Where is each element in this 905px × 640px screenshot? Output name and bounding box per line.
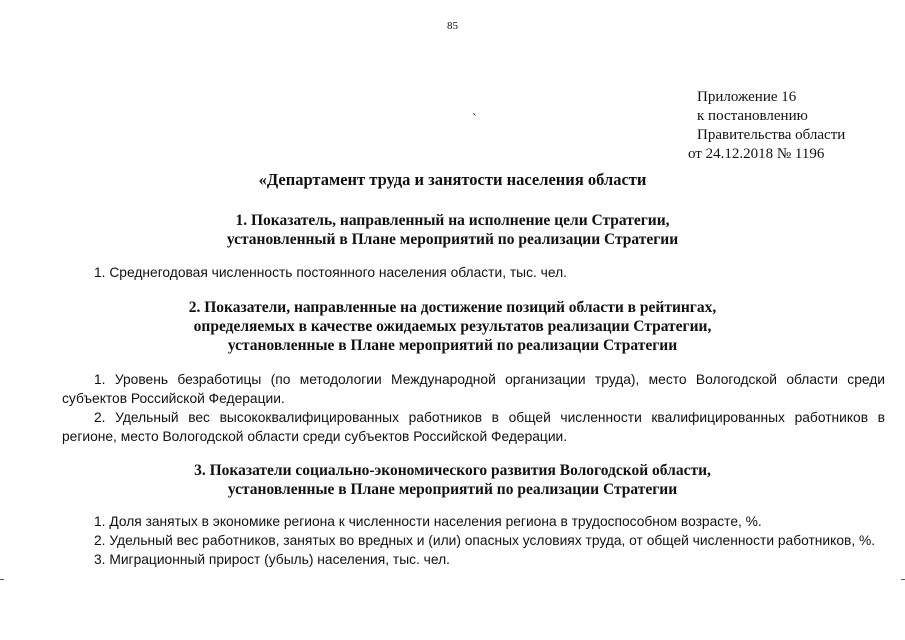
appendix-line-2: к постановлению [697,108,808,124]
section-1-items [62,263,885,282]
section-3-item-3: 3. Миграционный прирост (убыль) населения, тыс. чел. [94,552,450,567]
section-1-item-1: 1. Среднегодовая численность постоянного населения области, тыс. чел. [94,265,567,280]
section-2-heading [0,298,905,355]
appendix-line-1: Приложение 16 [697,89,797,105]
section-3-heading-line-2: установленные в Плане мероприятий по реализации Стратегии [227,481,678,498]
section-3-heading-line-1: 3. Показатели социально-экономического развития Вологодской области, [194,462,711,479]
appendix-block [688,88,845,164]
section-3-item-1: 1. Доля занятых в экономике региона к численности населения региона в трудоспособном возрасте, %. [94,514,762,529]
section-1-heading [0,211,905,249]
section-1-heading-line-2: установленный в Плане мероприятий по реализации Стратегии [226,231,679,248]
section-1-heading-line-1: 1. Показатель, направленный на исполнение цели Стратегии, [235,212,670,229]
section-3-items [62,512,885,569]
section-3-heading [0,461,905,499]
page-number: 85 [447,20,458,32]
stray-mark: ˴ [472,106,477,121]
appendix-line-4: от 24.12.2018 № 1196 [688,146,825,162]
section-2-item-1: 1. Уровень безработицы (по методологии Международной организации труда), место Вологодской области среди субъектов Российской Федерации. [62,372,885,406]
section-2-heading-line-3: установленные в Плане мероприятий по реализации Стратегии [227,337,678,354]
section-2-item-2: 2. Удельный вес высококвалифицированных работников в общей численности квалифицированных работников в регионе, место Вологодской области среди субъектов Российской Федерации. [62,410,885,444]
section-3-item-2: 2. Удельный вес работников, занятых во вредных и (или) опасных условиях труда, от общей численности работников, %. [94,533,876,548]
appendix-line-3: Правительства области [697,127,846,143]
section-2-items [62,370,885,446]
section-2-heading-line-1: 2. Показатели, направленные на достижение позиций области в рейтингах, [188,299,717,316]
right-scan-mark [901,579,905,580]
department-title: «Департамент труда и занятости населения области [258,170,647,189]
section-2-heading-line-2: определяемых в качестве ожидаемых результатов реализации Стратегии, [193,318,712,335]
left-scan-mark [0,579,4,580]
